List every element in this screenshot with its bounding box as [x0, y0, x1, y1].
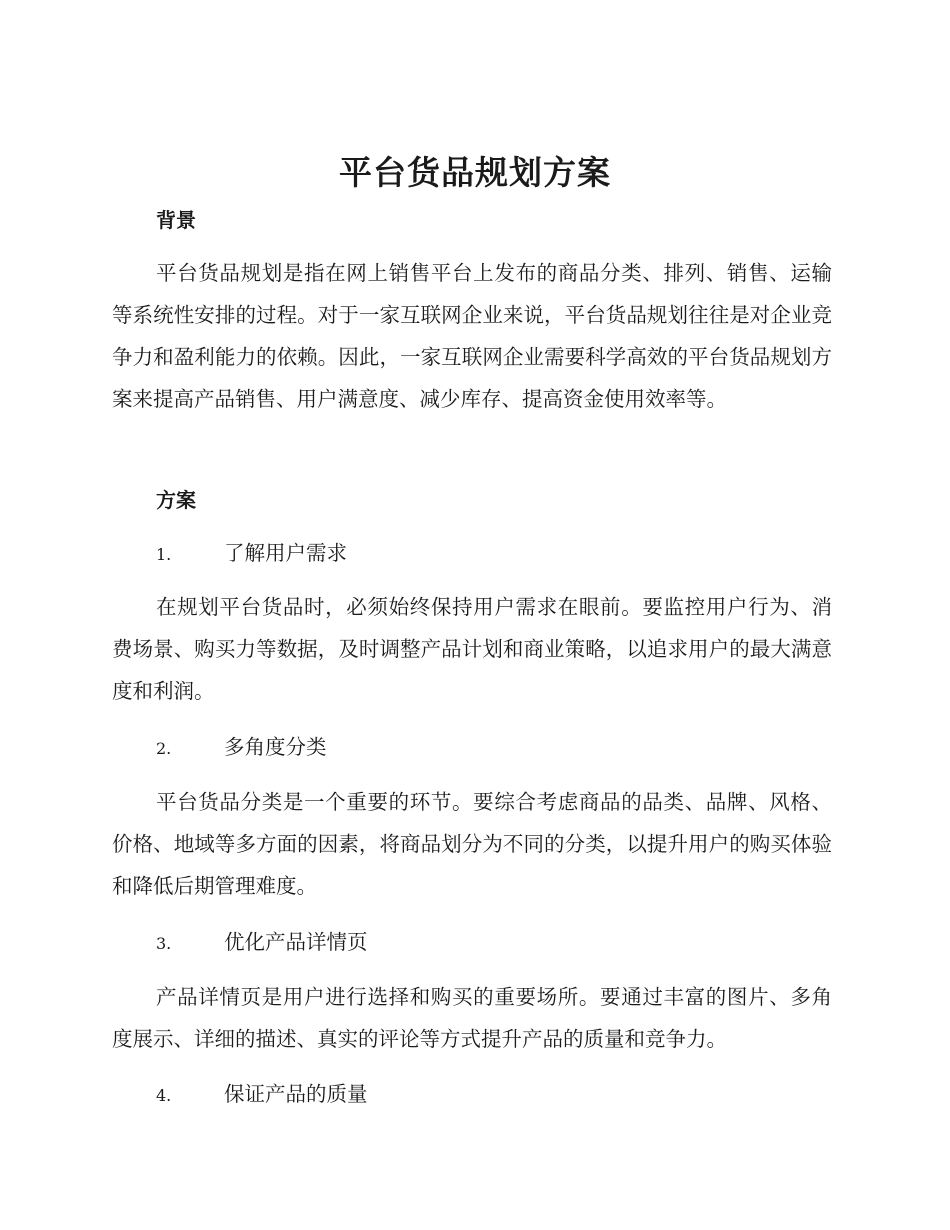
- item-1-paragraph: 在规划平台货品时，必须始终保持用户需求在眼前。要监控用户行为、消费场景、购买力等数据，及时调整产品计划和商业策略，以追求用户的最大满意度和利润。: [112, 595, 832, 703]
- list-item-1: [156, 538, 347, 570]
- list-item-3: [156, 927, 368, 959]
- section-heading-background: 背景: [156, 208, 196, 232]
- list-label: 优化产品详情页: [224, 930, 368, 954]
- list-number: 1.: [156, 545, 172, 564]
- list-item-2: [156, 732, 327, 764]
- list-number: 4.: [156, 1086, 172, 1105]
- document-title: 平台货品规划方案: [339, 153, 611, 192]
- list-item-4: [156, 1079, 368, 1111]
- item-2-paragraph: 平台货品分类是一个重要的环节。要综合考虑商品的品类、品牌、风格、价格、地域等多方面的因素，将商品划分为不同的分类，以提升用户的购买体验和降低后期管理难度。: [112, 790, 832, 898]
- section-heading-plan: 方案: [156, 488, 196, 512]
- list-label: 多角度分类: [224, 735, 327, 759]
- background-paragraph: 平台货品规划是指在网上销售平台上发布的商品分类、排列、销售、运输等系统性安排的过程。对于一家互联网企业来说，平台货品规划往往是对企业竞争力和盈利能力的依赖。因此，一家互联网企业需要科学高效的平台货品规划方案来提高产品销售、用户满意度、减少库存、提高资金使用效率等。: [112, 261, 832, 411]
- list-number: 2.: [156, 739, 172, 758]
- list-label: 保证产品的质量: [224, 1082, 368, 1106]
- item-3-paragraph: 产品详情页是用户进行选择和购买的重要场所。要通过丰富的图片、多角度展示、详细的描述、真实的评论等方式提升产品的质量和竞争力。: [112, 985, 832, 1051]
- list-label: 了解用户需求: [224, 541, 347, 565]
- list-number: 3.: [156, 934, 172, 953]
